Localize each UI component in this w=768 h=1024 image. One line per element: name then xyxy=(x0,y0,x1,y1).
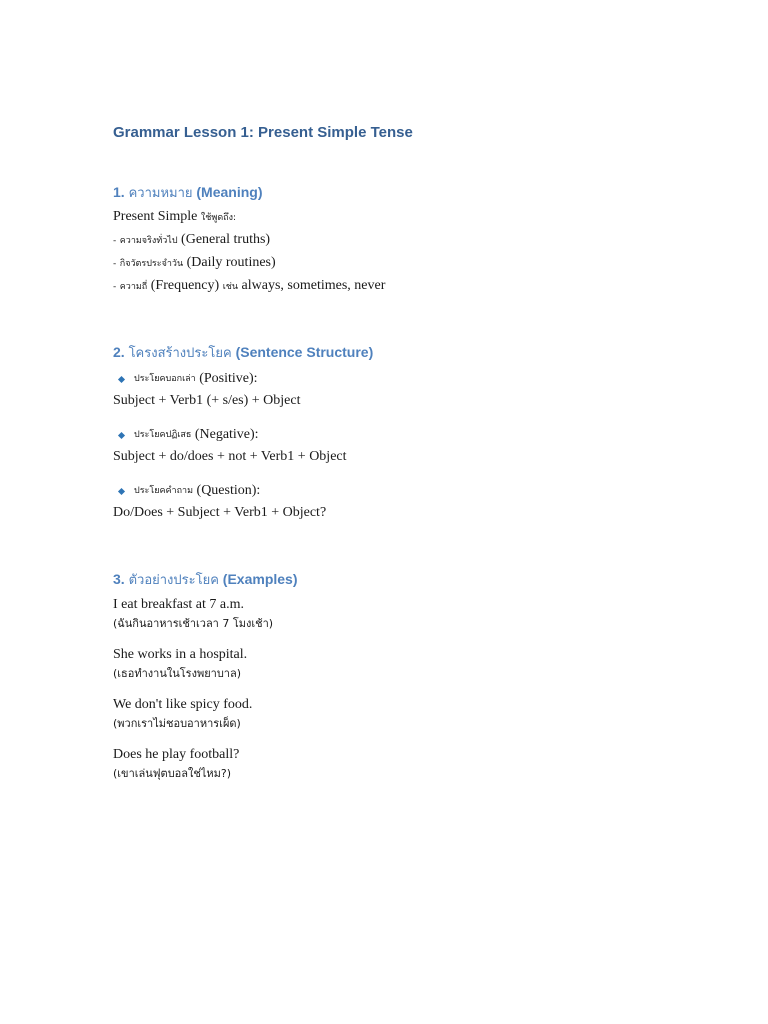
example-item xyxy=(113,745,733,783)
heading-thai: โครงสร้างประโยค xyxy=(128,345,232,360)
structure-formula: Subject + Verb1 (+ s/es) + Object xyxy=(113,393,301,408)
example-item xyxy=(113,645,733,683)
structure-item-negative xyxy=(113,424,733,468)
example-english: Does he play football? xyxy=(113,747,240,762)
structure-formula: Do/Does + Subject + Verb1 + Object? xyxy=(113,505,327,520)
structure-label: ประโยคคำถาม (Question): xyxy=(113,480,733,502)
example-english: We don't like spicy food. xyxy=(113,697,253,712)
section-meaning xyxy=(113,182,733,298)
example-thai: (พวกเราไม่ชอบอาหารเผ็ด) xyxy=(113,717,241,730)
heading-english: (Sentence Structure) xyxy=(235,344,374,360)
section-heading-meaning xyxy=(113,182,733,203)
heading-english: (Meaning) xyxy=(196,184,263,200)
document-title: Grammar Lesson 1: Present Simple Tense xyxy=(113,124,413,141)
example-english: She works in a hospital. xyxy=(113,647,248,662)
heading-english: (Examples) xyxy=(222,571,298,587)
meaning-item: - กิจวัตรประจำวัน (Daily routines) xyxy=(113,255,276,270)
structure-item-positive xyxy=(113,368,733,412)
structure-label: ประโยคปฏิเสธ (Negative): xyxy=(113,424,733,446)
example-english: I eat breakfast at 7 a.m. xyxy=(113,597,244,612)
meaning-item: - ความจริงทั่วไป (General truths) xyxy=(113,232,271,247)
diamond-bullet-icon xyxy=(118,487,125,494)
heading-thai: ตัวอย่างประโยค xyxy=(128,572,219,587)
structure-item-question xyxy=(113,480,733,524)
example-item xyxy=(113,595,733,633)
meaning-intro: Present Simple ใช้พูดถึง: xyxy=(113,209,237,224)
section-examples xyxy=(113,569,733,795)
section-heading-examples xyxy=(113,569,733,590)
example-thai: (เขาเล่นฟุตบอลใช่ไหม?) xyxy=(113,767,232,780)
example-thai: (เธอทำงานในโรงพยาบาล) xyxy=(113,667,242,680)
diamond-bullet-icon xyxy=(118,431,125,438)
section-structure xyxy=(113,342,733,536)
example-item xyxy=(113,695,733,733)
structure-label: ประโยคบอกเล่า (Positive): xyxy=(113,368,733,390)
section-number: 1. xyxy=(113,184,125,200)
section-number: 2. xyxy=(113,344,125,360)
example-thai: (ฉันกินอาหารเช้าเวลา 7 โมงเช้า) xyxy=(113,617,274,630)
section-number: 3. xyxy=(113,571,125,587)
diamond-bullet-icon xyxy=(118,375,125,382)
structure-formula: Subject + do/does + not + Verb1 + Object xyxy=(113,449,347,464)
section-heading-structure xyxy=(113,342,733,363)
heading-thai: ความหมาย xyxy=(128,185,193,200)
meaning-item: - ความถี่ (Frequency) เช่น always, sometimes, never xyxy=(113,278,386,293)
